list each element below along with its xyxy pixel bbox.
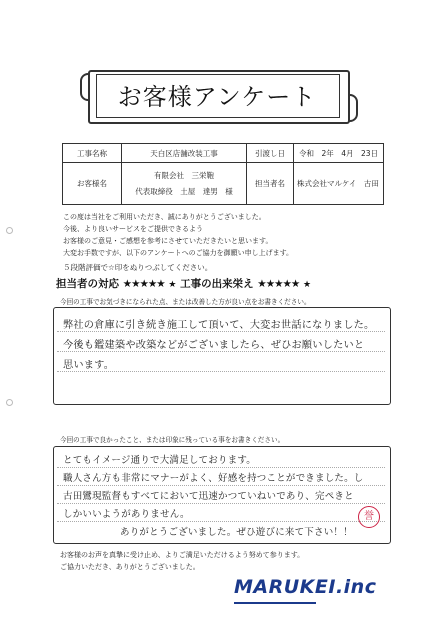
- question1-answer-line: 今後も鑑建築や改築などがございましたら、ぜひお願いしたいと: [63, 340, 365, 351]
- answer-line: [57, 503, 385, 504]
- staff-name-value: 株式会社マルケイ 古田: [294, 163, 384, 205]
- punch-hole-top: [6, 227, 13, 234]
- question2-answer-line: ありがとうございました。ぜひ遊びに来て下さい！！: [120, 527, 353, 538]
- answer-line: [57, 371, 385, 372]
- answer-line: [57, 521, 385, 522]
- staff-response-stars: ★★★★★: [122, 278, 165, 290]
- workmanship-label: 工事の出来栄え: [180, 278, 254, 290]
- intro-line: 今後、より良いサービスをご提供できるよう: [63, 225, 203, 233]
- logo-underline: [234, 602, 316, 604]
- project-name-value: 天白区店舗改装工事: [122, 144, 247, 163]
- question2-answer-line: 職人さん方も非常にマナーがよく、好感を持つことができました。し: [63, 473, 364, 484]
- question2-answer-line: とてもイメージ通りで大満足しております。: [63, 455, 256, 466]
- closing-text: [60, 549, 390, 573]
- answer-line: [57, 351, 385, 352]
- intro-text: [63, 211, 393, 259]
- project-name-label: 工事名称: [63, 144, 122, 163]
- customer-name-cell: [122, 163, 247, 205]
- customer-name-label: お客様名: [63, 163, 122, 205]
- question2-label: 今回の工事で良かったこと、または印象に残っている事をお書きください。: [60, 436, 285, 444]
- rating-row: [56, 276, 311, 291]
- workmanship-stars: ★★★★★: [257, 278, 300, 290]
- closing-line: お客様のお声を真摯に受け止め、よりご満足いただけるよう努めて参ります。: [60, 551, 305, 559]
- staff-response-label: 担当者の対応: [56, 278, 119, 290]
- answer-line: [57, 467, 385, 468]
- customer-person: 代表取締役 土屋 達男 様: [135, 187, 233, 196]
- star-outline-icon: ★: [303, 280, 312, 290]
- question1-answer-line: 弊社の倉庫に引き続き施工して頂いて、大変お世話になりました。: [63, 320, 375, 331]
- page-title: お客様アンケート: [117, 83, 317, 111]
- intro-line: お客様のご意見・ご感想を参考にさせていただきたいと思います。: [63, 237, 273, 245]
- question1-answer-line: 思います。: [63, 360, 115, 371]
- intro-line: 大変お手数ですが、以下のアンケートへのご協力を御願い申し上げます。: [63, 249, 294, 257]
- info-table: [62, 143, 384, 205]
- intro-line: この度は当社をご利用いただき、誠にありがとうございました。: [63, 213, 266, 221]
- approval-stamp: 誉: [358, 506, 380, 528]
- question2-answer-line: しかいいようがありません。: [63, 509, 190, 520]
- closing-line: ご協力いただき、ありがとうございました。: [60, 563, 200, 571]
- rating-instruction: ５段階評価で☆印をぬりつぶしてください。: [63, 263, 213, 272]
- handover-date-value: 令和 2年 4月 23日: [294, 144, 384, 163]
- answer-line: [57, 331, 385, 332]
- customer-company: 有限会社 三栄鞄: [154, 171, 214, 180]
- company-logo: MARUKEI.inc: [234, 576, 377, 598]
- question2-answer-line: 古田鸞現監督もすべてにおいて迅速かつていねいであり、完ぺきと: [63, 491, 354, 502]
- question1-label: 今回の工事でお気づきになられた点、または改善した方が良い点をお書きください。: [60, 298, 311, 306]
- answer-line: [57, 485, 385, 486]
- handover-date-label: 引渡し日: [247, 144, 294, 163]
- punch-hole-bottom: [6, 399, 13, 406]
- star-outline-icon: ★: [168, 280, 177, 290]
- staff-name-label: 担当者名: [247, 163, 294, 205]
